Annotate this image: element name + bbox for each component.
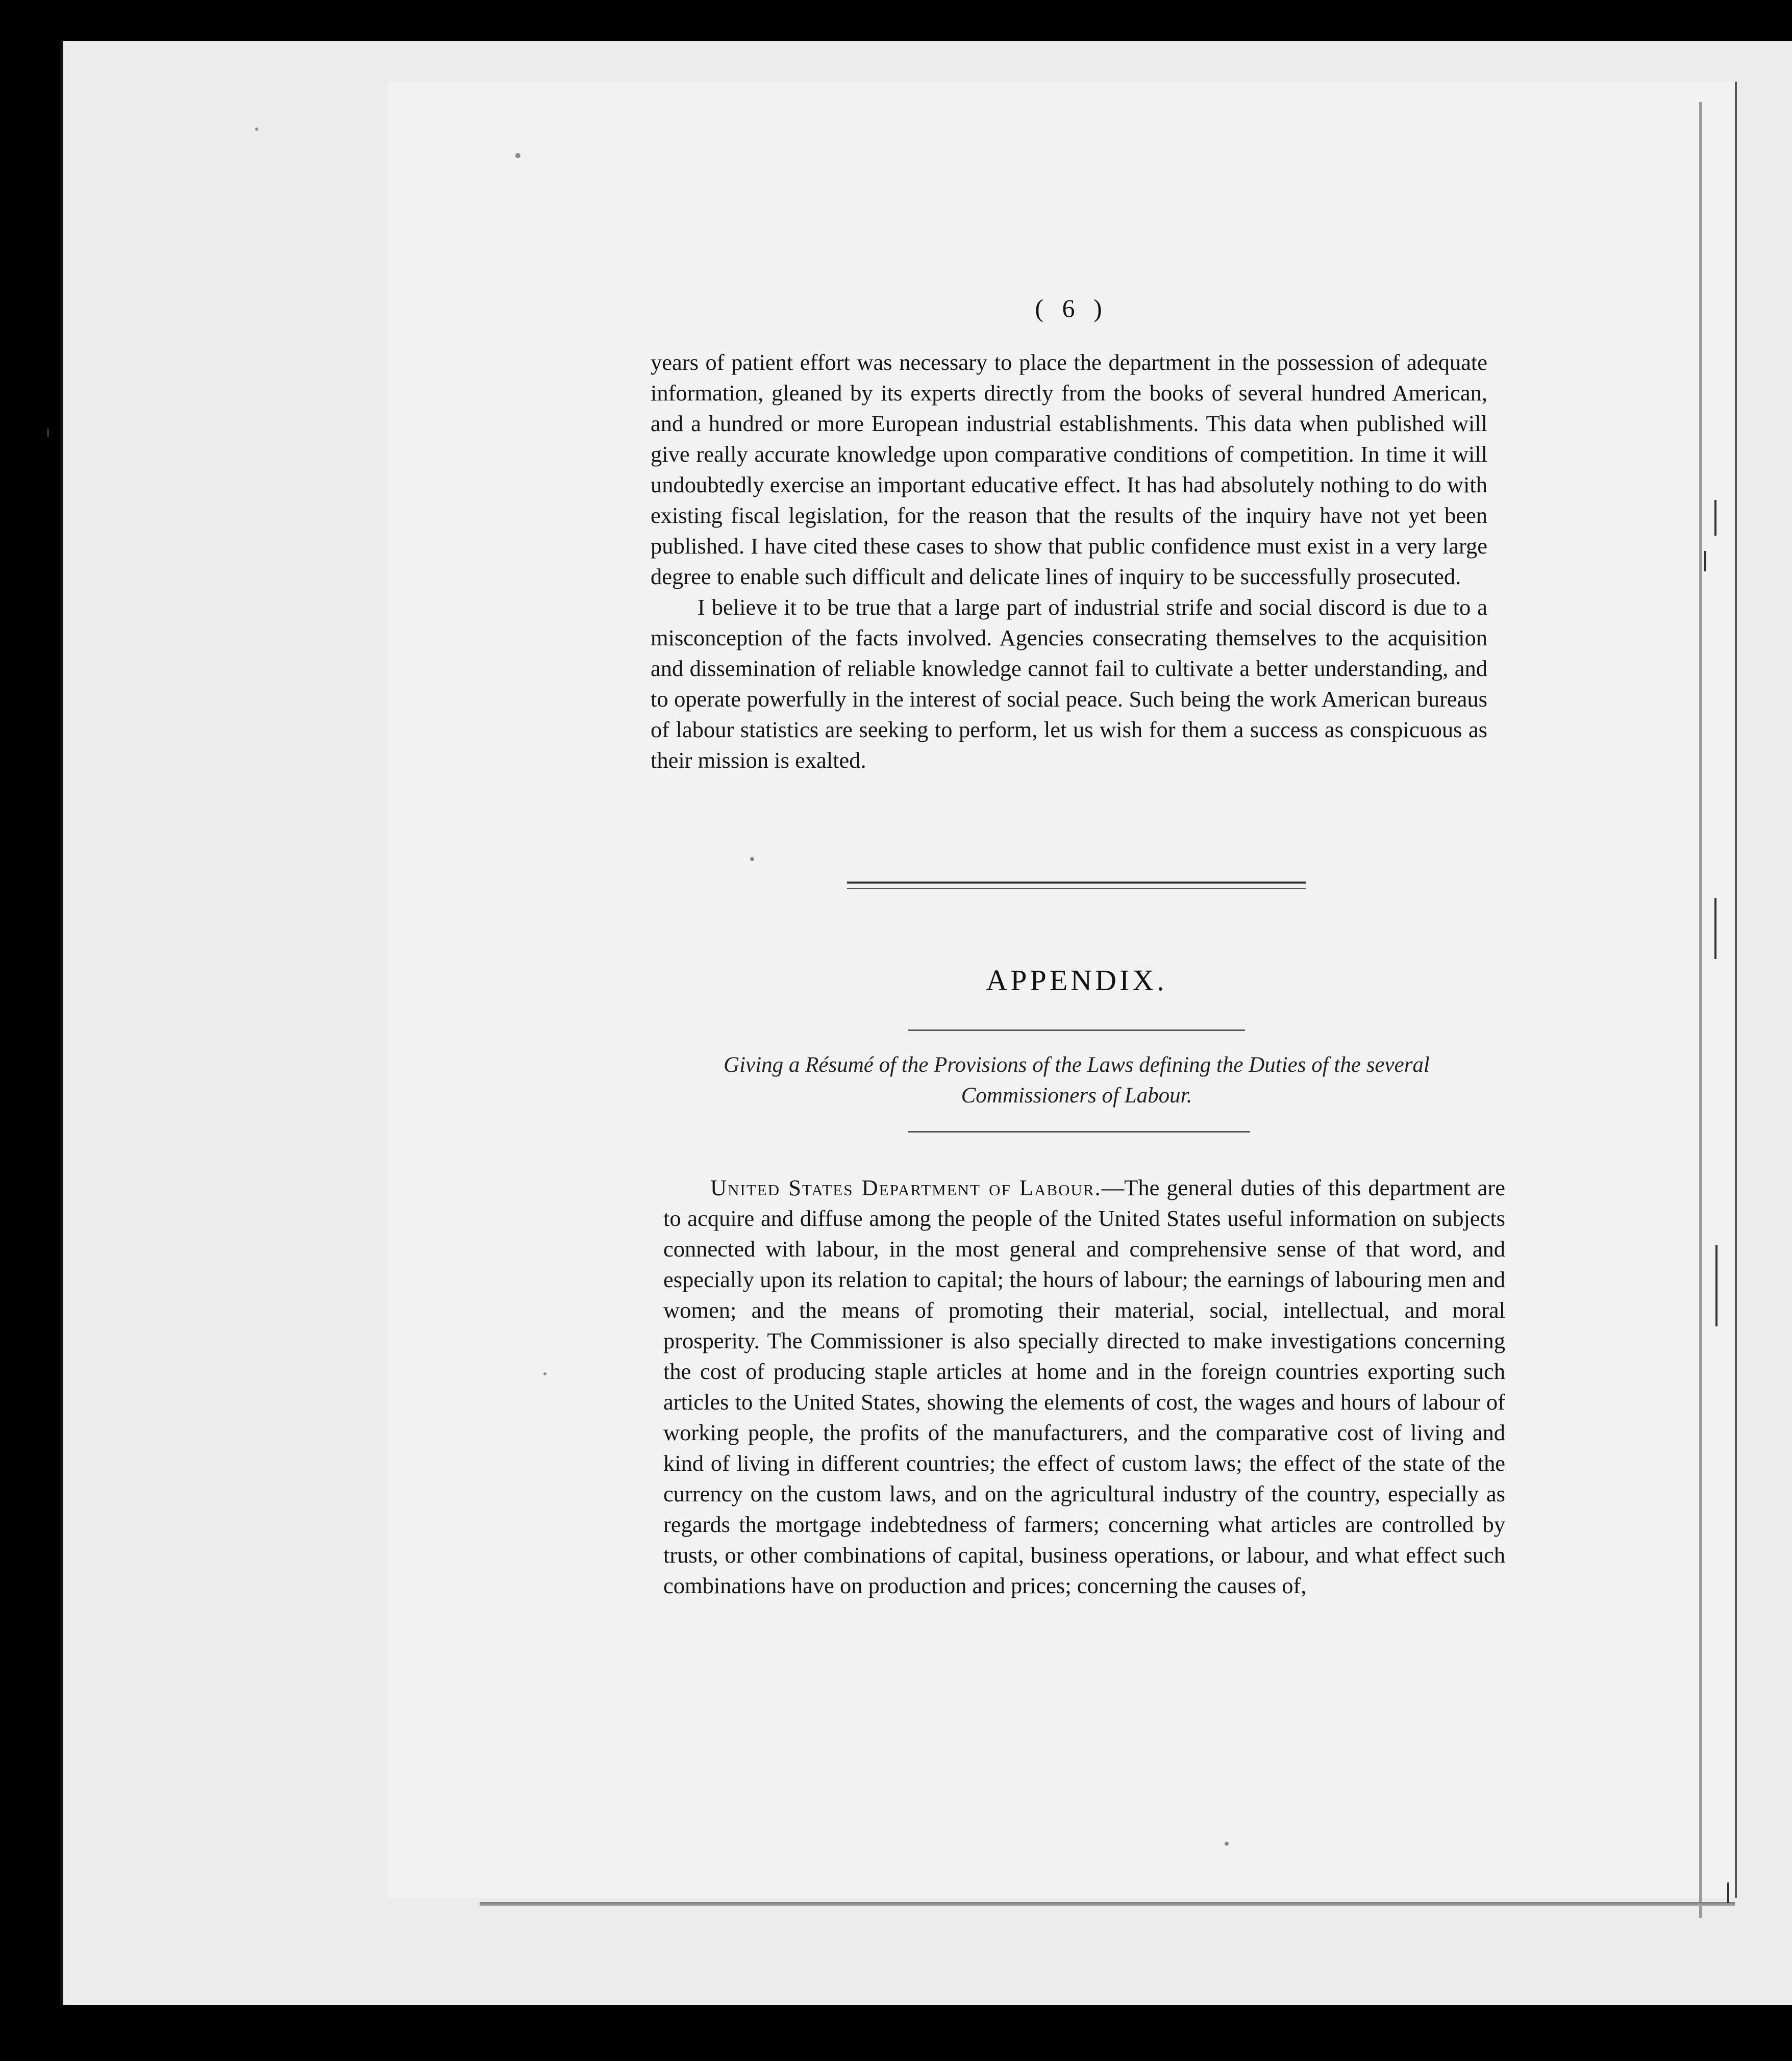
scan-speck xyxy=(255,128,258,131)
subtitle-rule xyxy=(908,1131,1250,1133)
section-heading: United States Department of Labour. xyxy=(710,1175,1102,1200)
scan-speck xyxy=(1225,1842,1229,1846)
body-text xyxy=(651,347,1487,775)
section-text: —The general duties of this department are to acquire and diffuse among the people of the United States useful information on subjects connected with labour, in the most general and comprehensive sense of that word, and especially upon its relation to capital; the hours of labour; the earnings of labouring men and women; and the means of promoting their material, social, intellectual, and moral prosperity. The Commissioner is also specially directed to make investigations concerning the cost of producing staple articles at home and in the foreign countries exporting such articles to the United States, showing the elements of cost, the wages and hours of labour of working people, the profits of the manufacturers, and the comparative cost of living and kind of living in different countries; the effect of custom laws; the effect of the state of the currency on the custom laws, and on the agricultural industry of the country, especially as regards the mortgage indebtedness of farmers; concerning what articles are controlled by trusts, or other combinations of capital, business operations, or labour, and what effect such combinations have on production and prices; concerning the causes of, xyxy=(663,1175,1505,1598)
title-rule xyxy=(908,1029,1245,1031)
margin-mark xyxy=(47,429,49,437)
margin-mark xyxy=(1727,1882,1729,1903)
section-divider xyxy=(847,882,1306,889)
appendix-subtitle: Giving a Résumé of the Provisions of the Laws defining the Duties of the several Commissioners of Labour. xyxy=(724,1053,1430,1108)
appendix-title: APPENDIX. xyxy=(986,964,1167,997)
margin-mark xyxy=(1714,500,1716,536)
margin-mark xyxy=(1715,1245,1718,1326)
appendix-text xyxy=(663,1172,1505,1601)
body-paragraph: years of patient effort was necessary to place the department in the possession of adequate information, gleaned by its experts directly from the books of several hundred American, and a hundred or more European industrial establishments. This data when published will give really accurate knowledge upon comparative conditions of competition. In time it will undoubtedly exercise an important educative effect. It has had absolutely nothing to do with existing fiscal legislation, for the reason that the results of the inquiry have not yet been published. I have cited these cases to show that public confidence must exist in a very large degree to enable such difficult and delicate lines of inquiry to be successfully prosecuted. xyxy=(651,349,1487,589)
margin-mark xyxy=(1704,551,1706,571)
page-bottom-edge xyxy=(480,1902,1735,1906)
body-paragraph: I believe it to be true that a large part of industrial strife and social discord is due to a misconception of the facts involved. Agencies consecrating themselves to the acquisition and dissemination of reliable knowledge cannot fail to cultivate a better understanding, and to operate powerfully in the interest of social peace. Such being the work American bureaus of labour statistics are seeking to perform, let us wish for them a success as conspicuous as their mission is exalted. xyxy=(651,594,1487,773)
scan-speck xyxy=(515,153,520,158)
margin-mark xyxy=(1714,898,1716,959)
scan-speck xyxy=(543,1372,546,1375)
scan-speck xyxy=(750,857,754,861)
page-right-edge xyxy=(1699,102,1702,1918)
page-number: ( 6 ) xyxy=(1035,294,1108,322)
appendix-paragraph xyxy=(663,1172,1505,1601)
